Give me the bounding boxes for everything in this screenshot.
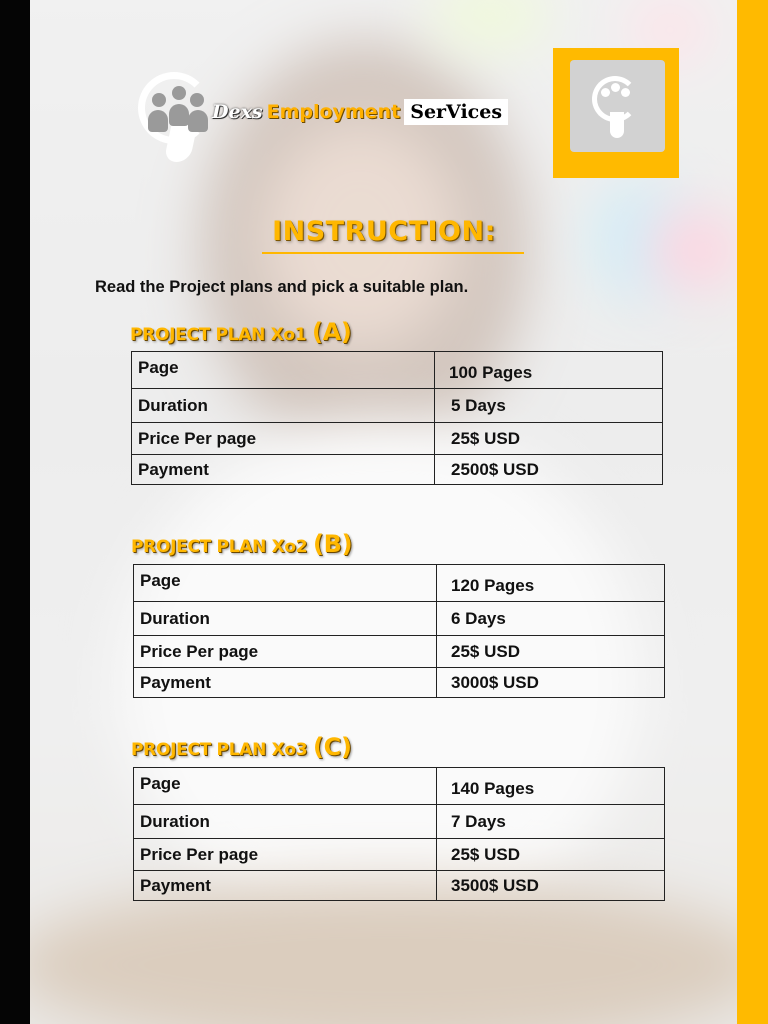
row-label: Duration: [134, 805, 437, 839]
row-label: Payment: [134, 668, 437, 698]
table-row: [132, 352, 663, 389]
brand-name: [212, 98, 508, 126]
right-accent-bar: [737, 0, 768, 1024]
page-heading: INSTRUCTION:: [272, 216, 496, 247]
row-label: Page: [134, 768, 437, 805]
row-value: 3000$ USD: [437, 668, 665, 698]
row-value: 5 Days: [435, 389, 663, 423]
table-row: [132, 455, 663, 485]
table-row: [134, 668, 665, 698]
plan-title-text: PROJECT PLAN Xo2: [131, 537, 308, 557]
plan-title-c: [131, 733, 352, 761]
plan-letter: (C): [312, 733, 352, 761]
left-border-bar: [0, 0, 30, 1024]
row-value: 3500$ USD: [437, 871, 665, 901]
table-row: [134, 839, 665, 871]
row-label: Payment: [134, 871, 437, 901]
brand-word-employment: Employment: [266, 101, 401, 123]
table-row: [132, 389, 663, 423]
row-value: 100 Pages: [435, 352, 663, 389]
row-value: 7 Days: [437, 805, 665, 839]
row-label: Price Per page: [134, 839, 437, 871]
table-row: [134, 602, 665, 636]
row-value: 120 Pages: [437, 565, 665, 602]
table-row: [134, 565, 665, 602]
heading-underline: [262, 252, 524, 254]
row-value: 25$ USD: [437, 839, 665, 871]
plan-table-b: [133, 564, 665, 698]
plan-title-b: [131, 530, 352, 558]
row-value: 6 Days: [437, 602, 665, 636]
row-value: 25$ USD: [437, 636, 665, 668]
plan-table-a: [131, 351, 663, 485]
table-row: [134, 805, 665, 839]
brand-word-services: SerVices: [404, 99, 508, 125]
plan-title-text: PROJECT PLAN Xo3: [131, 740, 308, 760]
brand-word-dexs: Dexs: [212, 101, 263, 123]
plan-letter: (B): [312, 530, 353, 558]
row-value: 25$ USD: [435, 423, 663, 455]
instruction-text: Read the Project plans and pick a suitable plan.: [95, 278, 469, 296]
row-value: 140 Pages: [437, 768, 665, 805]
row-label: Payment: [132, 455, 435, 485]
row-label: Price Per page: [134, 636, 437, 668]
row-label: Page: [134, 565, 437, 602]
plan-letter: (A): [311, 318, 352, 346]
plan-title-text: PROJECT PLAN Xo1: [130, 325, 307, 345]
table-row: [132, 423, 663, 455]
plan-table-c: [133, 767, 665, 901]
table-row: [134, 768, 665, 805]
table-row: [134, 871, 665, 901]
row-label: Duration: [134, 602, 437, 636]
row-label: Duration: [132, 389, 435, 423]
row-label: Page: [132, 352, 435, 389]
row-value: 2500$ USD: [435, 455, 663, 485]
row-label: Price Per page: [132, 423, 435, 455]
table-row: [134, 636, 665, 668]
plan-title-a: [130, 318, 352, 346]
